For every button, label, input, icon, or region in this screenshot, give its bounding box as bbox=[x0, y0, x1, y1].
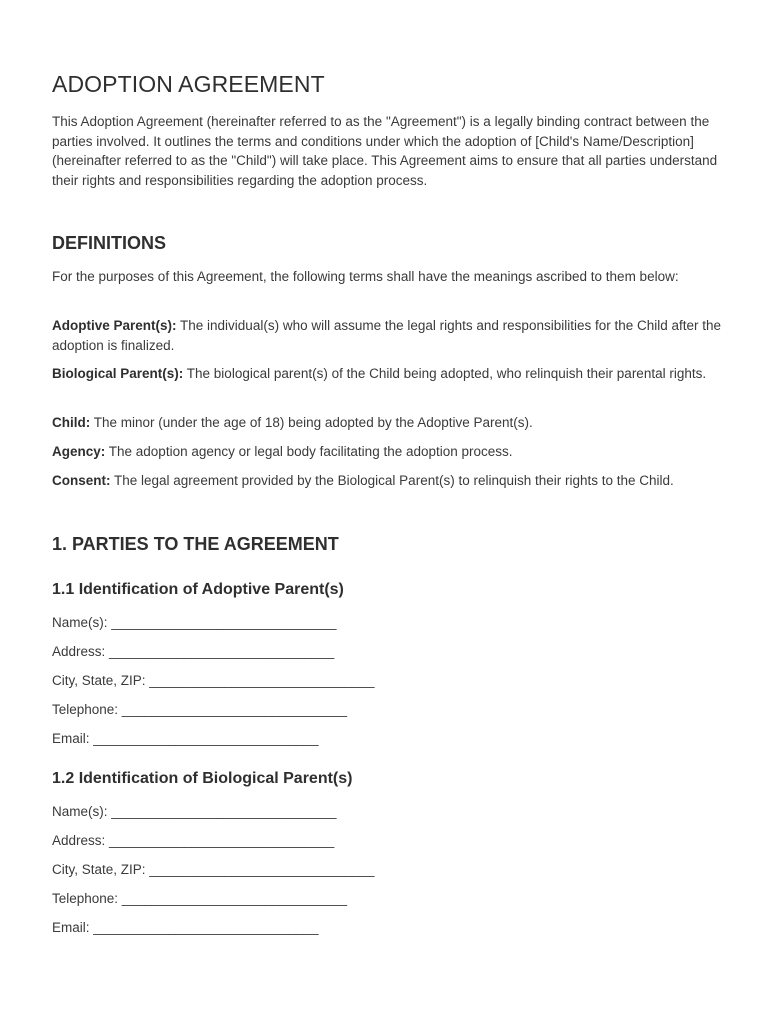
biological-name-field[interactable]: Name(s): ______________________________ bbox=[52, 804, 337, 819]
definition-term: Agency: bbox=[52, 444, 106, 459]
adoptive-name-field[interactable]: Name(s): ______________________________ bbox=[52, 615, 337, 630]
adoptive-address-field[interactable]: Address: ______________________________ bbox=[52, 644, 335, 659]
definition-term: Adoptive Parent(s): bbox=[52, 318, 177, 333]
section-1-2-heading: 1.2 Identification of Biological Parent(s) bbox=[52, 770, 353, 787]
biological-email-field[interactable]: Email: ______________________________ bbox=[52, 920, 319, 935]
definition-text: The biological parent(s) of the Child being adopted, who relinquish their parental rights. bbox=[183, 366, 707, 381]
biological-city-state-zip-field[interactable]: City, State, ZIP: ______________________________ bbox=[52, 862, 375, 877]
definitions-lead: For the purposes of this Agreement, the following terms shall have the meanings ascribed to them below: bbox=[52, 269, 679, 284]
definition-text: The adoption agency or legal body facilitating the adoption process. bbox=[105, 444, 513, 459]
biological-telephone-field[interactable]: Telephone: ______________________________ bbox=[52, 891, 348, 906]
definition-term: Consent: bbox=[52, 473, 111, 488]
definition-term: Biological Parent(s): bbox=[52, 366, 184, 381]
definition-adoptive-parent bbox=[52, 316, 722, 355]
definition-agency bbox=[52, 442, 722, 462]
adoptive-telephone-field[interactable]: Telephone: ______________________________ bbox=[52, 702, 348, 717]
definition-text: The minor (under the age of 18) being adopted by the Adoptive Parent(s). bbox=[90, 415, 533, 430]
definition-child bbox=[52, 413, 722, 433]
definition-consent bbox=[52, 471, 722, 491]
definitions-heading: DEFINITIONS bbox=[52, 233, 167, 253]
section-1-1-heading: 1.1 Identification of Adoptive Parent(s) bbox=[52, 581, 344, 598]
definition-biological-parent bbox=[52, 364, 722, 384]
adoptive-city-state-zip-field[interactable]: City, State, ZIP: ______________________________ bbox=[52, 673, 375, 688]
biological-address-field[interactable]: Address: ______________________________ bbox=[52, 833, 335, 848]
definition-text: The individual(s) who will assume the legal rights and responsibilities for the Child after the adoption is finalized. bbox=[52, 318, 722, 353]
intro-paragraph: This Adoption Agreement (hereinafter referred to as the "Agreement") is a legally binding contract between the parties involved. It outlines the terms and conditions under which the adoption of [Child's Name/Description] (hereinafter referred to as the "Child") will take place. This Agreement aims to ensure that all parties understand their rights and responsibilities regarding the adoption process. bbox=[52, 114, 718, 188]
section-1-heading: 1. PARTIES TO THE AGREEMENT bbox=[52, 534, 339, 554]
definition-text: The legal agreement provided by the Biological Parent(s) to relinquish their rights to the Child. bbox=[110, 473, 674, 488]
document-title: ADOPTION AGREEMENT bbox=[52, 71, 325, 97]
adoptive-email-field[interactable]: Email: ______________________________ bbox=[52, 731, 319, 746]
definition-term: Child: bbox=[52, 415, 91, 430]
